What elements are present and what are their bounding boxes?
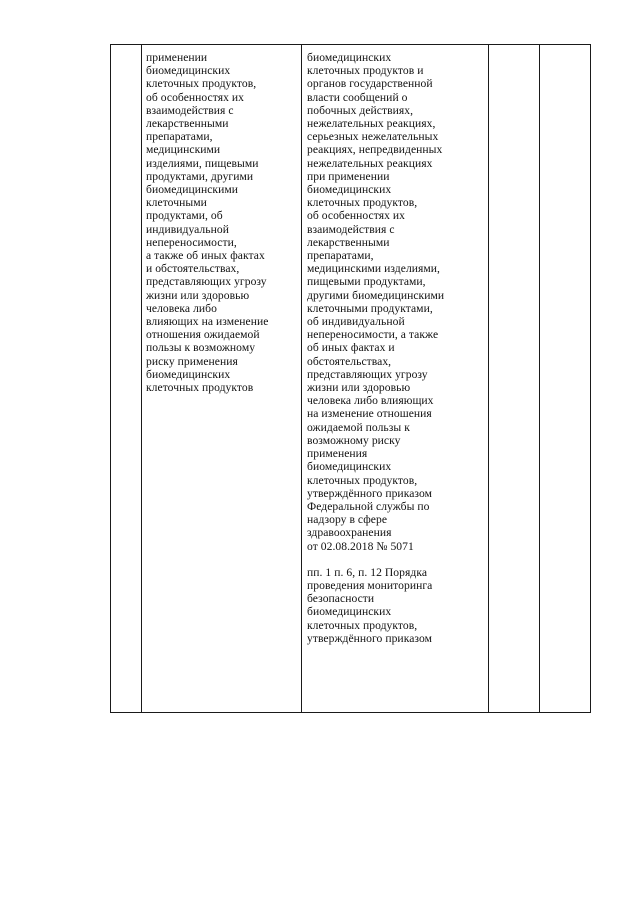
requirements-table	[110, 44, 591, 713]
requirement-text: применении биомедицинских клеточных продуктов, об особенностях их взаимодействия с лекарственными препаратами, медицинскими изделиями, пищевыми продуктами, другими биомедицинскими клеточными продуктами, об индивидуальной непереносимости, а также об иных фактах и обстоятельствах, представляющих угрозу жизни или здоровью человека либо влияющих на изменение отношения ожидаемой пользы к возможному риску применения биомедицинских клеточных продуктов	[146, 51, 269, 395]
legal-basis-cell	[302, 45, 489, 713]
answer-cell-no	[540, 45, 591, 713]
requirement-cell	[142, 45, 302, 713]
table-row	[111, 45, 591, 713]
paragraph-gap	[302, 553, 488, 566]
legal-basis-text-2: пп. 1 п. 6, п. 12 Порядка проведения мониторинга безопасности биомедицинских клеточных продуктов, утверждённого приказом	[307, 565, 433, 645]
number-cell	[111, 45, 142, 713]
legal-basis-text: биомедицинских клеточных продуктов и органов государственной власти сообщений о побочных действиях, нежелательных реакциях, серьезных нежелательных реакциях, непредвиденных нежелательных реакциях при применении биомедицинских клеточных продуктов, об особенностях их взаимодействия с лекарственными препаратами, медицинскими изделиями, пищевыми продуктами, другими биомедицинскими клеточными продуктами, об индивидуальной непереносимости, а также об иных фактах и обстоятельствах, представляющих угрозу жизни или здоровью человека либо влияющих на изменение отношения ожидаемой пользы к возможному риску применения биомедицинских клеточных продуктов, утверждённого приказом Федеральной службы по надзору в сфере здравоохранения от 02.08.2018 № 5071	[307, 51, 445, 553]
answer-cell-yes	[489, 45, 540, 713]
